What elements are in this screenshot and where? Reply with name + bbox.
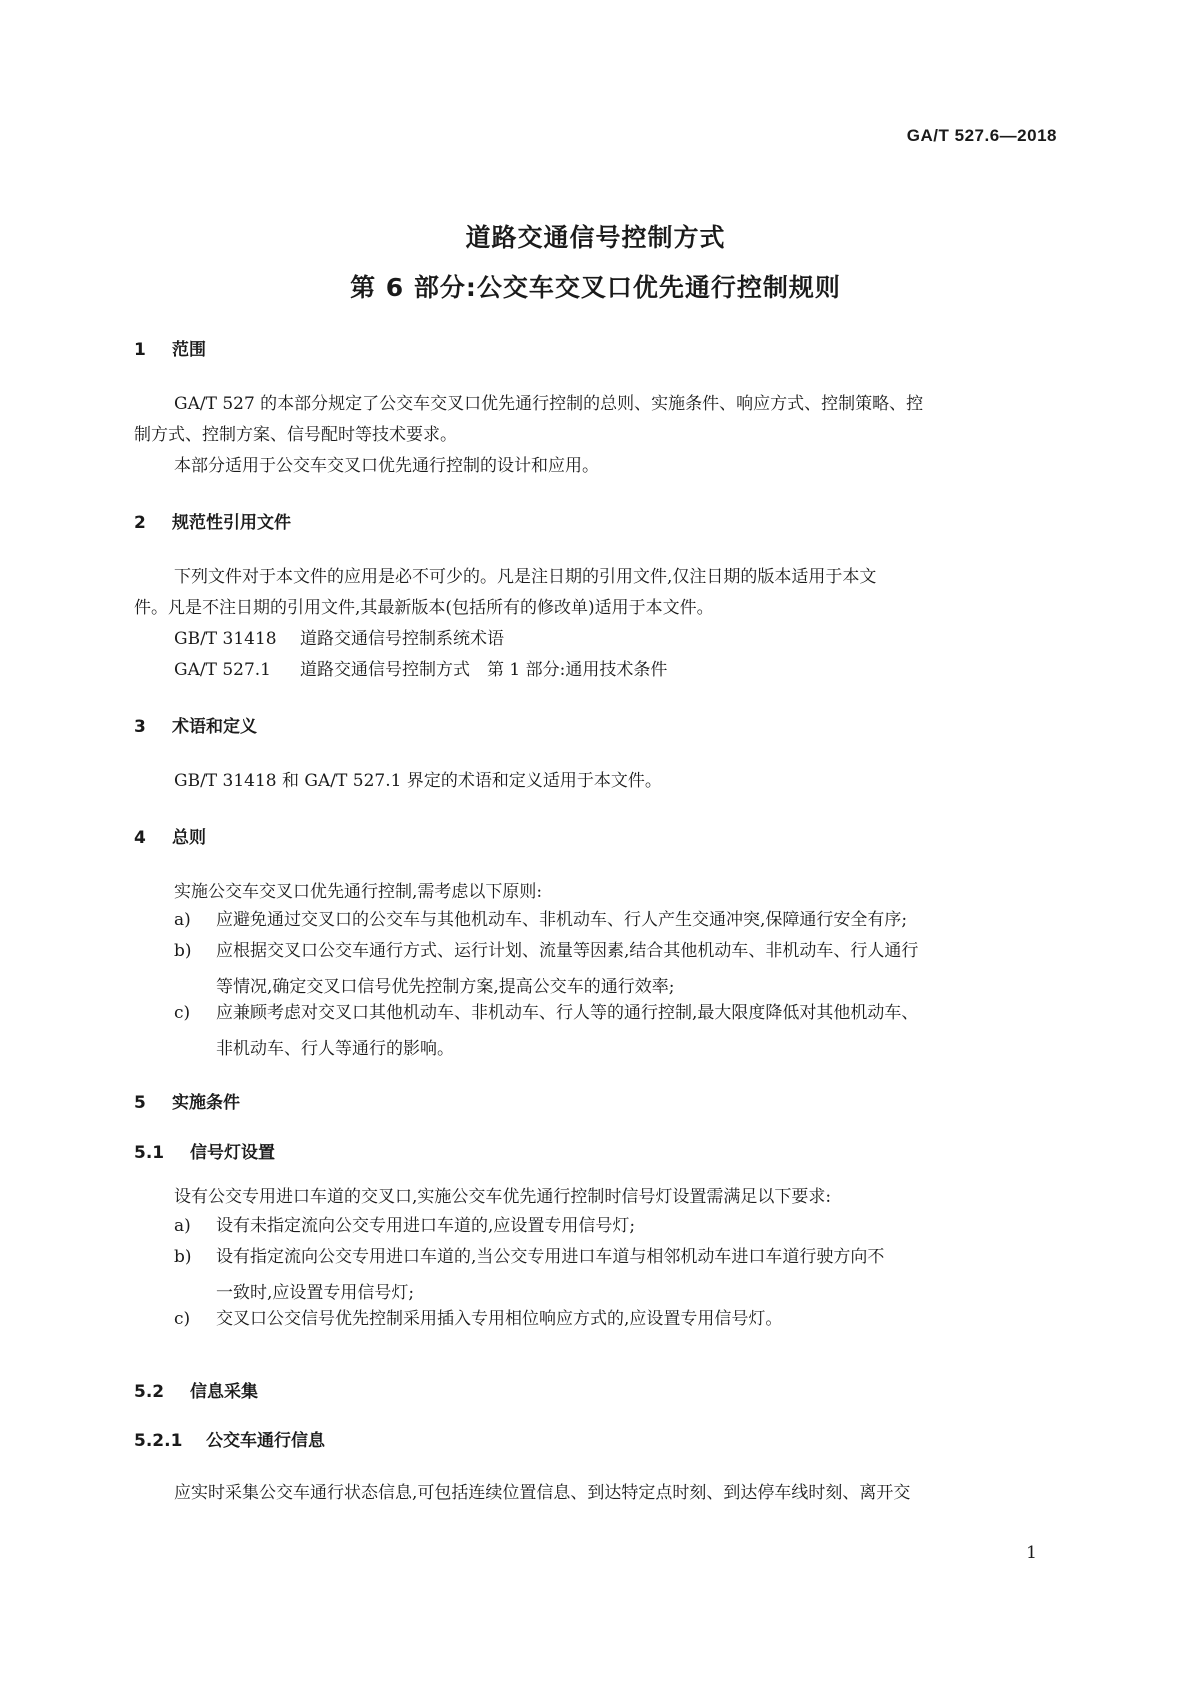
paragraph: GB/T 31418 和 GA/T 527.1 界定的术语和定义适用于本文件。 xyxy=(174,771,662,791)
reference-title: 道路交通信号控制系统术语 xyxy=(300,629,504,649)
list-text: 应兼顾考虑对交叉口其他机动车、非机动车、行人等的通行控制,最大限度降低对其他机动车、 xyxy=(216,1003,919,1023)
list-item-a xyxy=(174,904,907,936)
section-title: 术语和定义 xyxy=(172,717,257,737)
section-number: 2 xyxy=(134,513,146,533)
list-item-b xyxy=(174,1241,884,1273)
section-number: 4 xyxy=(134,828,146,848)
section-number: 1 xyxy=(134,340,146,360)
section-number: 3 xyxy=(134,717,146,737)
page-number: 1 xyxy=(1026,1543,1037,1563)
list-marker: c) xyxy=(174,1003,191,1023)
document-title-line2: 第 6 部分:公交车交叉口优先通行控制规则 xyxy=(350,273,841,302)
section-number: 5.1 xyxy=(134,1143,165,1163)
reference-item xyxy=(174,658,667,682)
paragraph: 应实时采集公交车通行状态信息,可包括连续位置信息、到达特定点时刻、到达停车线时刻、离开交 xyxy=(174,1483,911,1503)
section-number: 5 xyxy=(134,1093,146,1113)
list-marker: a) xyxy=(174,1216,191,1236)
list-text: 应根据交叉口公交车通行方式、运行计划、流量等因素,结合其他机动车、非机动车、行人通行 xyxy=(216,941,919,961)
list-marker: b) xyxy=(174,1247,192,1267)
reference-code: GB/T 31418 xyxy=(174,629,277,649)
section-number: 5.2.1 xyxy=(134,1431,183,1451)
reference-item xyxy=(174,627,504,651)
section-5-heading xyxy=(134,1088,240,1113)
section-4-heading xyxy=(134,823,206,848)
section-title: 公交车通行信息 xyxy=(206,1431,325,1451)
list-item-c xyxy=(174,997,918,1029)
reference-code: GA/T 527.1 xyxy=(174,660,271,680)
list-item-c xyxy=(174,1303,782,1335)
section-title: 范围 xyxy=(172,340,206,360)
section-title: 信号灯设置 xyxy=(190,1143,275,1163)
paragraph: 实施公交车交叉口优先通行控制,需考虑以下原则: xyxy=(174,882,543,902)
section-2-heading xyxy=(134,508,291,533)
section-title: 信息采集 xyxy=(190,1382,258,1402)
paragraph-continued: 件。凡是不注日期的引用文件,其最新版本(包括所有的修改单)适用于本文件。 xyxy=(134,598,714,618)
paragraph-continued: 制方式、控制方案、信号配时等技术要求。 xyxy=(134,425,457,445)
paragraph: 设有公交专用进口车道的交叉口,实施公交车优先通行控制时信号灯设置需满足以下要求: xyxy=(174,1187,832,1207)
reference-title: 道路交通信号控制方式 第 1 部分:通用技术条件 xyxy=(300,660,668,680)
section-title: 规范性引用文件 xyxy=(172,513,291,533)
section-number: 5.2 xyxy=(134,1382,165,1402)
subsection-5-2-1-heading xyxy=(134,1426,325,1451)
paragraph: 本部分适用于公交车交叉口优先通行控制的设计和应用。 xyxy=(174,456,599,476)
section-title: 实施条件 xyxy=(172,1093,240,1113)
list-item-b xyxy=(174,935,918,967)
list-text-continued: 非机动车、行人等通行的影响。 xyxy=(216,1039,454,1059)
list-text: 设有指定流向公交专用进口车道的,当公交专用进口车道与相邻机动车进口车道行驶方向不 xyxy=(216,1247,885,1267)
document-title-line1: 道路交通信号控制方式 xyxy=(465,223,726,252)
list-marker: c) xyxy=(174,1309,191,1329)
paragraph: GA/T 527 的本部分规定了公交车交叉口优先通行控制的总则、实施条件、响应方式、控制策略、控 xyxy=(174,394,924,414)
list-text: 设有未指定流向公交专用进口车道的,应设置专用信号灯; xyxy=(216,1216,636,1236)
section-title: 总则 xyxy=(172,828,206,848)
list-item-a xyxy=(174,1210,635,1242)
subsection-5-1-heading xyxy=(134,1138,275,1163)
list-marker: a) xyxy=(174,910,191,930)
list-marker: b) xyxy=(174,941,192,961)
paragraph: 下列文件对于本文件的应用是必不可少的。凡是注日期的引用文件,仅注日期的版本适用于本文 xyxy=(174,567,877,587)
list-text-continued: 等情况,确定交叉口信号优先控制方案,提高公交车的通行效率; xyxy=(216,977,675,997)
section-3-heading xyxy=(134,712,257,737)
subsection-5-2-heading xyxy=(134,1377,258,1402)
list-text-continued: 一致时,应设置专用信号灯; xyxy=(216,1283,415,1303)
list-text: 交叉口公交信号优先控制采用插入专用相位响应方式的,应设置专用信号灯。 xyxy=(216,1309,783,1329)
section-1-heading xyxy=(134,335,206,360)
list-text: 应避免通过交叉口的公交车与其他机动车、非机动车、行人产生交通冲突,保障通行安全有序; xyxy=(216,910,908,930)
standard-code: GA/T 527.6—2018 xyxy=(906,126,1057,145)
